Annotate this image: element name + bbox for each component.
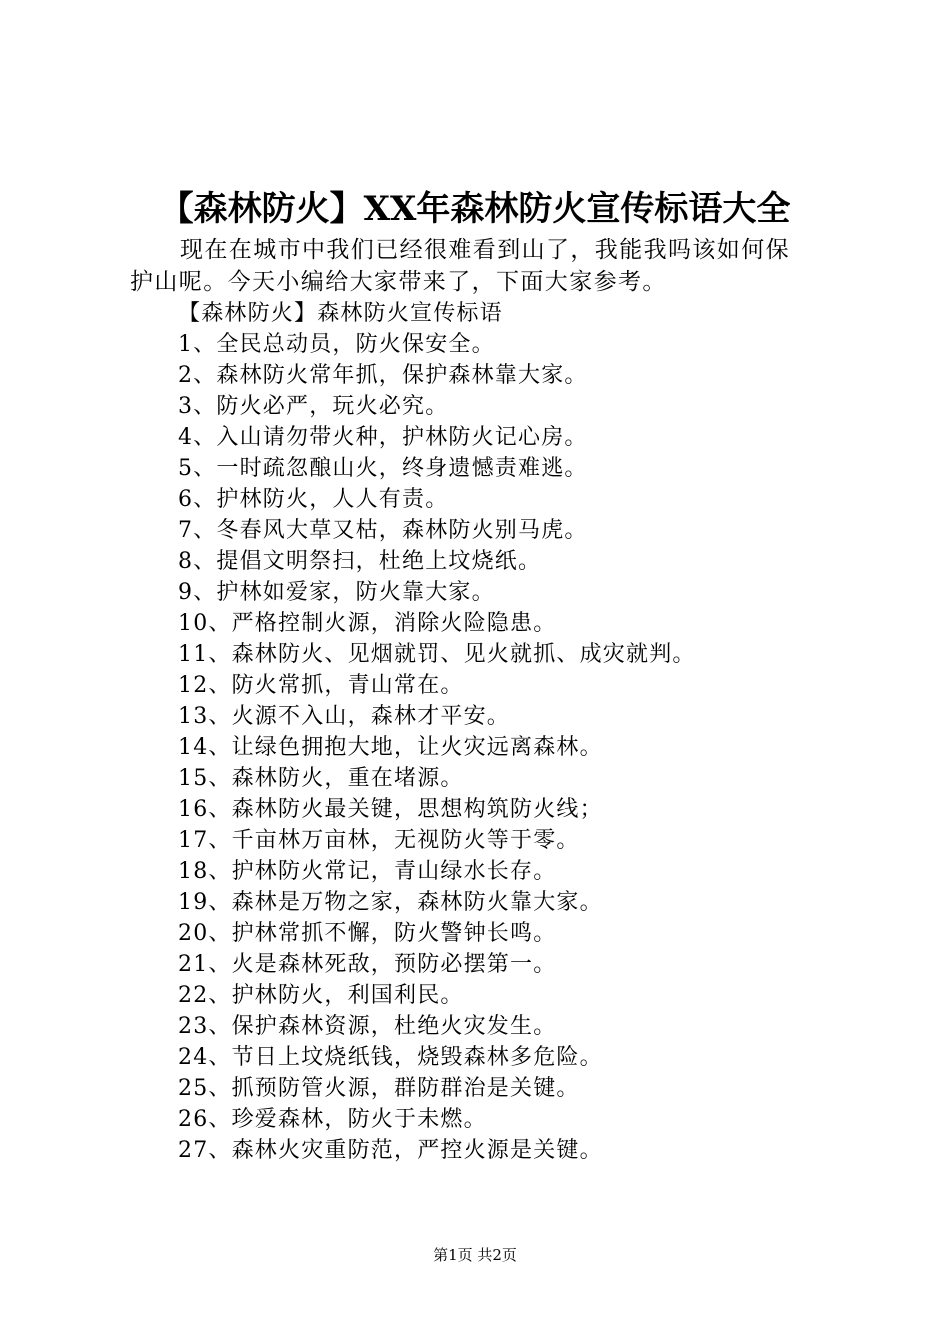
list-item: 12、防火常抓，青山常在。 <box>178 673 464 698</box>
list-item: 23、保护森林资源，杜绝火灾发生。 <box>178 1014 557 1039</box>
list-item: 3、防火必严，玩火必究。 <box>178 394 449 419</box>
document-title: 【森林防火】XX年森林防火宣传标语大全 <box>159 189 791 229</box>
list-item: 8、提倡文明祭扫，杜绝上坟烧纸。 <box>178 549 542 574</box>
list-item: 5、一时疏忽酿山火，终身遗憾责难逃。 <box>178 456 588 481</box>
intro-line-1: 现在在城市中我们已经很难看到山了，我能我吗该如何保 <box>180 237 790 263</box>
list-item: 21、火是森林死敌，预防必摆第一。 <box>178 952 557 977</box>
list-item: 9、护林如爱家，防火靠大家。 <box>178 580 495 605</box>
list-item: 14、让绿色拥抱大地，让火灾远离森林。 <box>178 735 603 760</box>
list-item: 6、护林防火，人人有责。 <box>178 487 449 512</box>
intro-paragraph <box>130 234 830 298</box>
list-item: 4、入山请勿带火种，护林防火记心房。 <box>178 425 588 450</box>
list-item: 22、护林防火，利国利民。 <box>178 983 464 1008</box>
list-item: 1、全民总动员，防火保安全。 <box>178 332 495 357</box>
list-item: 26、珍爱森林，防火于未燃。 <box>178 1107 487 1132</box>
list-item: 18、护林防火常记，青山绿水长存。 <box>178 859 557 884</box>
list-item: 19、森林是万物之家，森林防火靠大家。 <box>178 890 603 915</box>
list-item: 13、火源不入山，森林才平安。 <box>178 704 510 729</box>
list-item: 27、森林火灾重防范，严控火源是关键。 <box>178 1138 603 1163</box>
list-item: 17、千亩林万亩林，无视防火等于零。 <box>178 828 580 853</box>
list-item: 10、严格控制火源，消除火险隐患。 <box>178 611 557 636</box>
list-item: 2、森林防火常年抓，保护森林靠大家。 <box>178 363 588 388</box>
section-heading: 【森林防火】森林防火宣传标语 <box>178 301 503 326</box>
intro-line-2: 护山呢。今天小编给大家带来了，下面大家参考。 <box>130 269 667 295</box>
list-item: 7、冬春风大草又枯，森林防火别马虎。 <box>178 518 588 543</box>
page-footer: 第1页 共2页 <box>433 1246 517 1264</box>
list-item: 24、节日上坟烧纸钱，烧毁森林多危险。 <box>178 1045 603 1070</box>
list-item: 16、森林防火最关键，思想构筑防火线； <box>178 797 603 822</box>
slogan-list <box>178 298 828 1166</box>
list-item: 15、森林防火，重在堵源。 <box>178 766 464 791</box>
list-item: 11、森林防火、见烟就罚、见火就抓、成灾就判。 <box>178 642 696 667</box>
list-item: 20、护林常抓不懈，防火警钟长鸣。 <box>178 921 557 946</box>
list-item: 25、抓预防管火源，群防群治是关键。 <box>178 1076 580 1101</box>
